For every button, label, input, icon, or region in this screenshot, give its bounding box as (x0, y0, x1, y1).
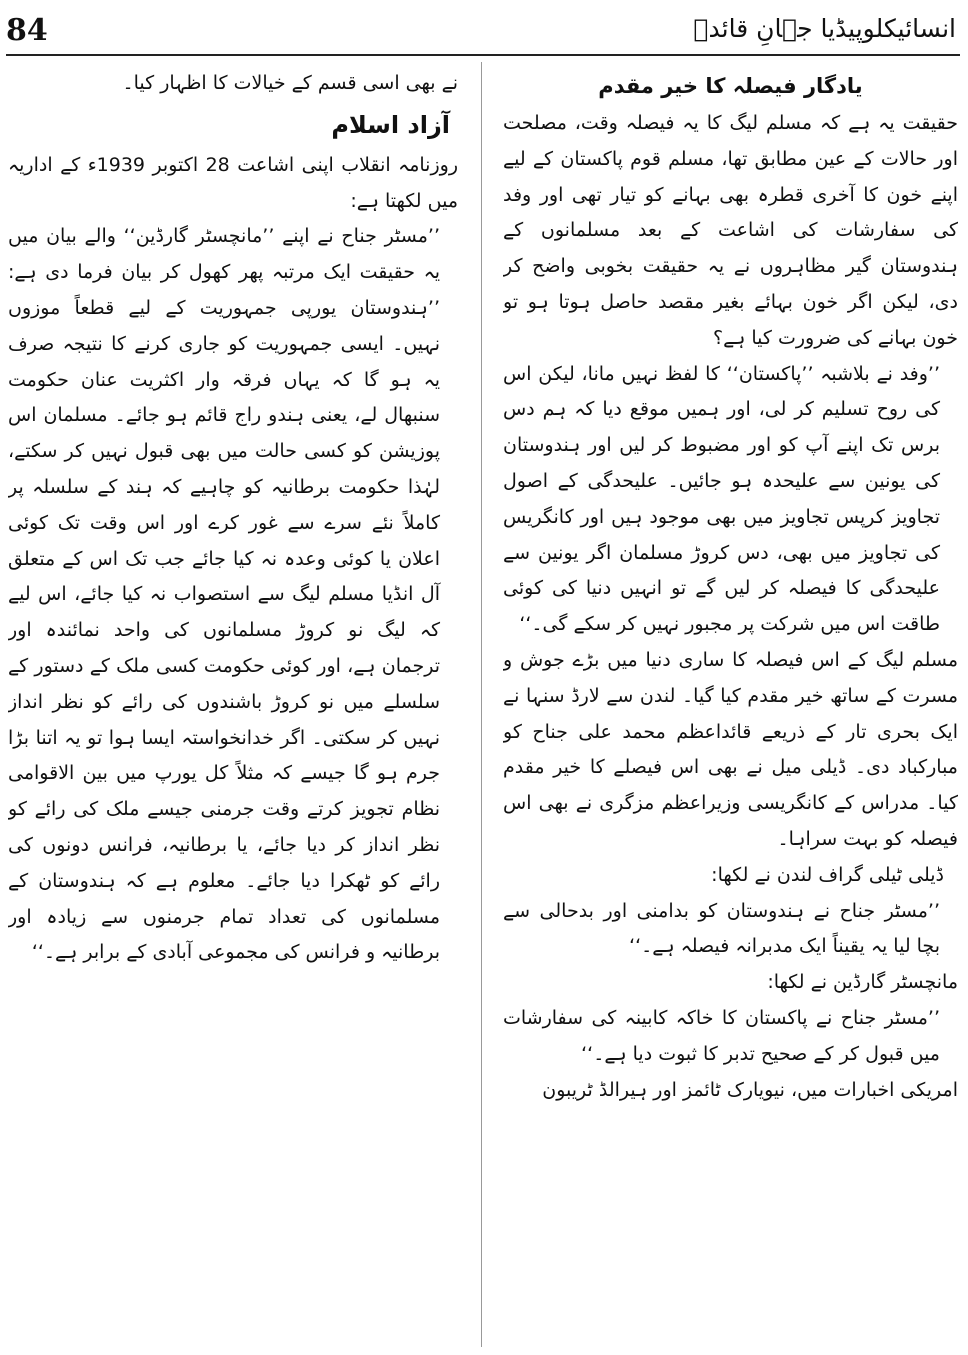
header-rule (6, 54, 960, 56)
column-divider (481, 62, 482, 1347)
section-heading: یادگار فیصلہ کا خیر مقدم (598, 74, 863, 98)
block-quote: ’’مسٹر جناح نے پاکستان کا خاکہ کابینہ کی سفارشات میں قبول کر کے صحیح تدبر کا ثبوت دیا ہے۔‘‘ (503, 1006, 940, 1065)
continuation-paragraph: نے بھی اسی قسم کے خیالات کا اظہار کیا۔ (122, 72, 458, 94)
body-paragraph: حقیقت یہ ہے کہ مسلم لیگ کا یہ فیصلہ وقت، مصلحت اور حالات کے عین مطابق تھا، مسلم قوم پاکستان کے لیے اپنے خون کا آخری قطرہ بھی بہانے کو تیار تھی اور وفد کی سفارشات کی اشاعت کے بعد مسلمانوں کے ہندوستان گیر مظاہروں نے یہ حقیقت بخوبی واضح کر دی، لیکن اگر خون بہائے بغیر مقصد حاصل ہوتا ہو تو خون بہانے کی ضرورت کیا ہے؟ (503, 112, 958, 349)
left-column (8, 66, 458, 1166)
right-column (503, 66, 958, 1351)
section-heading: آزاد اسلام (331, 110, 450, 139)
body-paragraph: امریکی اخبارات میں، نیویارک ٹائمز اور ہیرالڈ ٹریبون (542, 1078, 958, 1101)
running-title: انسائیکلوپیڈیا جہانِ قائدؒ (693, 14, 956, 43)
block-quote: ’’مسٹر جناح نے اپنے ’’مانچسٹر گارڈین‘‘ والے بیان میں یہ حقیقت ایک مرتبہ پھر کھول کر بیان فرما دی ہے: ’’ہندوستان یورپی جمہوریت کے لیے قطعاً موزوں نہیں۔ ایسی جمہوریت کو جاری کرنے کا نتیجہ صرف یہ ہو گا کہ یہاں فرقہ وار اکثریت عنان حکومت سنبھال لے، یعنی ہندو راج قائم ہو جائے۔ مسلمان اس پوزیشن کو کسی حالت میں بھی قبول نہیں کر سکتے، لہٰذا حکومت برطانیہ کو چاہیے کہ ہند کے سلسلہ پر کاملاً نئے سرے سے غور کرے اور اس وقت تک کوئی اعلان یا کوئی وعدہ نہ کیا جائے جب تک اس کے متعلق آل انڈیا مسلم لیگ سے استصواب نہ کیا جائے، اس لیے کہ لیگ نو کروڑ مسلمانوں کی واحد نمائندہ اور ترجمان ہے، اور کوئی حکومت کسی ملک کے دستور کے سلسلے میں نو کروڑ باشندوں کی رائے کو نظر انداز نہیں کر سکتی۔ اگر خدانخواستہ ایسا ہوا تو یہ اتنا بڑا جرم ہو گا جیسے کہ مثلاً کل یورپ میں بین الاقوامی نظام تجویز کرتے وقت جرمنی جیسے ملک کی رائے کو نظر انداز کر دیا جائے، یا برطانیہ، فرانس دونوں کی رائے کو ٹھکرا دیا جائے۔ معلوم ہے کہ ہندوستان کے مسلمانوں کی تعداد تمام جرمنوں سے زیادہ اور برطانیہ و فرانس کی مجموعی آبادی کے برابر ہے۔‘‘ (8, 225, 440, 964)
body-paragraph: ڈیلی ٹیلی گراف لندن نے لکھا: (711, 863, 944, 886)
block-quote: ’’مسٹر جناح نے ہندوستان کو بدامنی اور بدحالی سے بچا لیا یہ یقیناً ایک مدبرانہ فیصلہ ہے۔‘‘ (503, 899, 940, 958)
body-paragraph: مانچسٹر گارڈین نے لکھا: (767, 971, 958, 994)
page-header (0, 0, 968, 56)
body-paragraph: روزنامہ انقلاب اپنی اشاعت 28 اکتوبر 1939ء کے اداریہ میں لکھتا ہے: (8, 153, 458, 212)
page-number: 84 (6, 13, 48, 48)
body-paragraph: مسلم لیگ کے اس فیصلہ کا ساری دنیا میں بڑے جوش و مسرت کے ساتھ خیر مقدم کیا گیا۔ لندن سے لارڈ سنہا نے ایک بحری تار کے ذریعے قائداعظم محمد علی جناح کو مبارکباد دی۔ ڈیلی میل نے بھی اس فیصلے کا خیر مقدم کیا۔ مدراس کے کانگریسی وزیراعظم مزگری نے بھی اس فیصلہ کو بہت سراہا۔ (503, 648, 958, 850)
block-quote: ’’وفد نے بلاشبہ ’’پاکستان‘‘ کا لفظ نہیں مانا، لیکن اس کی روح تسلیم کر لی، اور ہمیں موقع دیا کہ ہم دس برس تک اپنے آپ کو اور مضبوط کر لیں اور ہندوستان کی یونین سے علیحدہ ہو جائیں۔ علیحدگی کے اصول تجاویز کرپس تجاویز میں بھی موجود ہیں اور کانگریس کی تجاویز میں بھی، دس کروڑ مسلمان اگر یونین سے علیحدگی کا فیصلہ کر لیں گے تو انہیں دنیا کی کوئی طاقت اس میں شرکت پر مجبور نہیں کر سکے گی۔‘‘ (503, 362, 940, 636)
